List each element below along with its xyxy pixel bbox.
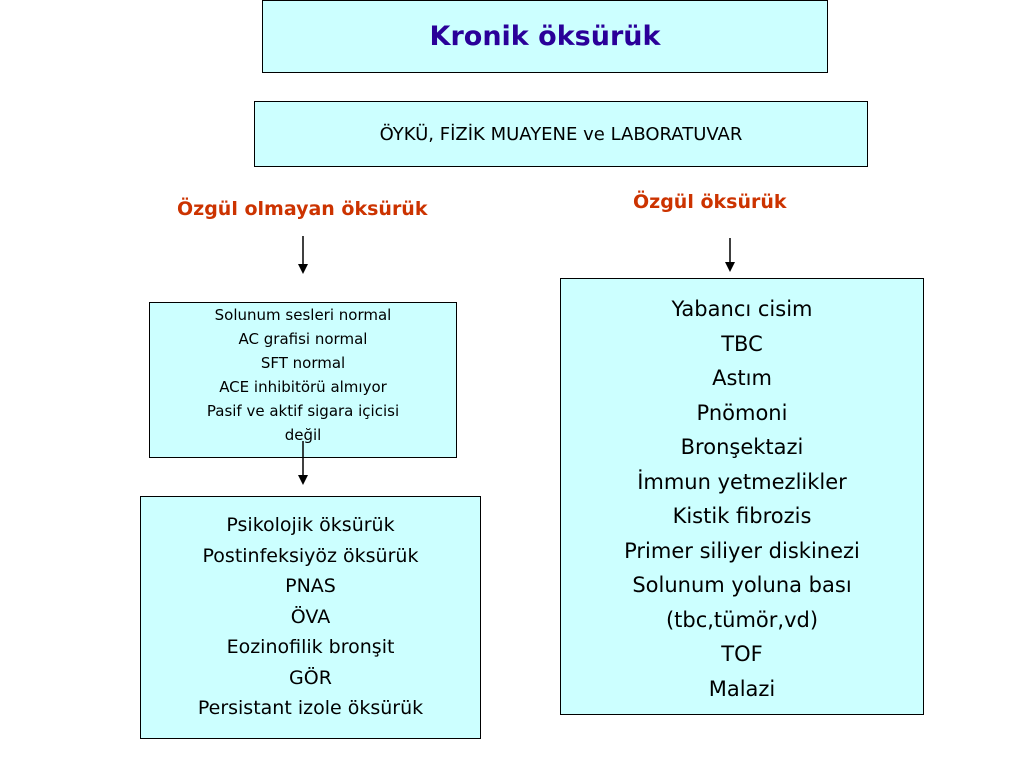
specific-cause-item: TBC [721, 331, 763, 356]
nonspecific-cough-heading: Özgül olmayan öksürük [177, 198, 428, 220]
specific-cause-item: Yabancı cisim [671, 297, 813, 321]
specific-cause-item: Primer siliyer diskinezi [624, 538, 860, 563]
arrow-to-nonspecific-causes [296, 441, 310, 487]
specific-cause-item: İmmun yetmezlikler [637, 469, 847, 494]
diagram-title: Kronik öksürük [429, 21, 661, 52]
criteria-item: SFT normal [260, 354, 346, 372]
nonspecific-cause-item: Eozinofilik bronşit [226, 636, 395, 658]
specific-cause-item: TOF [721, 642, 763, 666]
nonspecific-cause-item: GÖR [289, 666, 332, 689]
criteria-item: ACE inhibitörü almıyor [219, 378, 387, 396]
arrow-to-specific-causes [723, 238, 737, 274]
specific-causes-box [560, 278, 924, 715]
nonspecific-cause-item: PNAS [285, 575, 336, 597]
criteria-item: değil [284, 426, 322, 444]
specific-cause-item: Malazi [708, 676, 776, 701]
nonspecific-cause-item: Persistant izole öksürük [197, 697, 424, 719]
specific-cause-item: Solunum yoluna bası [632, 573, 852, 597]
specific-cause-item: Bronşektazi [680, 435, 804, 459]
criteria-item: AC grafisi normal [238, 330, 368, 348]
specific-cause-item: Kistik fibrozis [672, 504, 812, 528]
nonspecific-cause-item: Psikolojik öksürük [226, 514, 395, 536]
history-exam-lab-box [254, 101, 868, 167]
criteria-item: Pasif ve aktif sigara içicisi [206, 402, 400, 420]
nonspecific-cause-item: ÖVA [290, 605, 331, 628]
nonspecific-causes-box [140, 496, 481, 739]
nonspecific-criteria-box [149, 302, 457, 458]
arrow-to-nonspecific-criteria [296, 236, 310, 276]
history-exam-lab-text: ÖYKÜ, FİZİK MUAYENE ve LABORATUVAR [379, 123, 743, 145]
specific-cause-item: (tbc,tümör,vd) [665, 607, 819, 632]
criteria-item: Solunum sesleri normal [214, 306, 392, 324]
title-box [262, 0, 828, 73]
specific-cause-item: Pnömoni [696, 400, 788, 425]
specific-cough-heading: Özgül öksürük [633, 191, 787, 213]
nonspecific-cause-item: Postinfeksiyöz öksürük [202, 544, 419, 567]
specific-cause-item: Astım [712, 366, 772, 390]
